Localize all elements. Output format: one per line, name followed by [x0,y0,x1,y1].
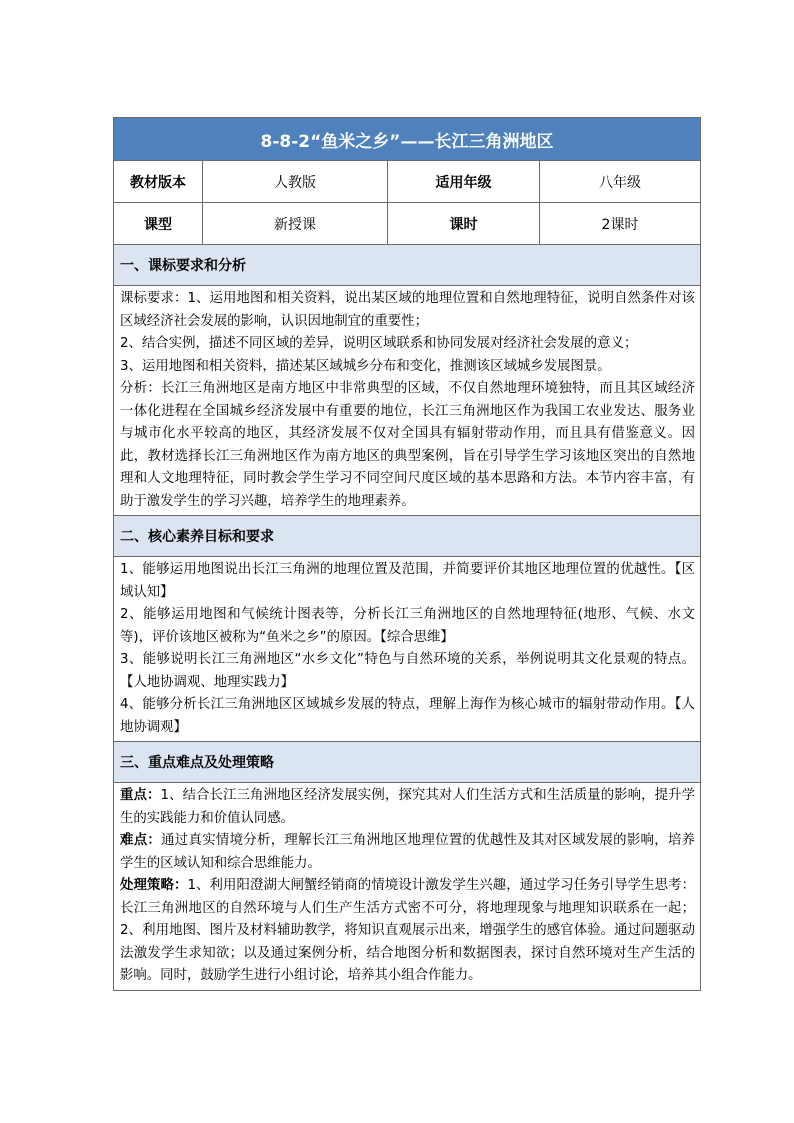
section2-paragraph: 2、能够运用地图和气候统计图表等，分析长江三角洲地区的自然地理特征(地形、气候、水文等)，评价该地区被称为“鱼米之乡”的原因。【综合思维】 [120,607,696,645]
strategy-paragraph [120,875,695,988]
document-title: 8-8-2“鱼米之乡”——长江三角洲地区 [114,118,701,161]
difficulty-text: 通过真实情境分析，理解长江三角洲地区地理位置的优越性及其对区域发展的影响，培养学生的区域认知和综合思维能力。 [120,833,696,871]
section2-heading: 二、核心素养目标和要求 [114,516,701,557]
strategy-label: 处理策略： [120,878,188,893]
edition-value: 人教版 [203,161,388,203]
lesson-plan-table [113,117,701,991]
lesson-type-value: 新授课 [203,203,388,245]
section3-heading: 三、重点难点及处理策略 [114,742,701,783]
section1-paragraph: 课标要求：1、运用地图和相关资料，说出某区域的地理位置和自然地理特征，说明自然条件对该区域经济社会发展的影响，认识因地制宜的重要性； [120,291,696,329]
section1-paragraph: 2、结合实例，描述不同区域的差异，说明区域联系和协同发展对经济社会发展的意义； [120,336,638,351]
key-points-text: 1、结合长江三角洲地区经济发展实例，探究其对人们生活方式和生活质量的影响，提升学生的实践能力和价值认同感。 [120,788,696,826]
difficulty-label: 难点： [120,833,162,848]
section1-paragraph: 3、运用地图和相关资料，描述某区域城乡分布和变化，推测该区域城乡发展图景。 [120,358,611,374]
section2-paragraph: 3、能够说明长江三角洲地区“水乡文化”特色与自然环境的关系，举例说明其文化景观的特点。【人地协调观、地理实践力】 [120,652,696,690]
difficulty-paragraph [120,830,695,875]
section1-body [114,286,701,516]
key-points-label: 重点： [120,788,161,803]
grade-label: 适用年级 [388,161,540,203]
section2-paragraph: 4、能够分析长江三角洲地区区域城乡发展的特点，理解上海作为核心城市的辐射带动作用。【人地协调观】 [120,697,696,735]
section1-heading: 一、课标要求和分析 [114,245,701,286]
edition-label: 教材版本 [114,161,203,203]
grade-value: 八年级 [540,161,701,203]
lesson-type-label: 课型 [114,203,203,245]
section3-body [114,783,701,991]
key-points-paragraph [120,785,695,830]
class-hours-label: 课时 [388,203,540,245]
section1-paragraph: 分析：长江三角洲地区是南方地区中非常典型的区域，不仅自然地理环境独特，而且其区域经济一体化进程在全国城乡经济发展中有重要的地位，长江三角洲地区作为我国工农业发达、服务业与城市化水平较高的地区，其经济发展不仅对全国具有辐射带动作用，而且具有借鉴意义。因此，教材选择长江三角洲地区作为南方地区的典型案例，旨在引导学生学习该地区突出的自然地理和人文地理特征，同时教会学生学习不同空间尺度区域的基本思路和方法。本节内容丰富，有助于激发学生的学习兴趣，培养学生的地理素养。 [120,381,696,509]
section2-paragraph: 1、能够运用地图说出长江三角洲的地理位置及范围，并简要评价其地区地理位置的优越性。【区域认知】 [120,562,696,600]
class-hours-value: 2课时 [540,203,701,245]
strategy-text: 1、利用阳澄湖大闸蟹经销商的情境设计激发学生兴趣，通过学习任务引导学生思考：长江三角洲地区的自然环境与人们生产生活方式密不可分，将地理现象与地理知识联系在一起；2、利用地图、图片及材料辅助教学，将知识直观展示出来，增强学生的感官体验。通过问题驱动法激发学生求知欲；以及通过案例分析，结合地图分析和数据图表，探讨自然环境对生产生活的影响。同时，鼓励学生进行小组讨论，培养其小组合作能力。 [120,878,696,983]
section2-body [114,557,701,742]
